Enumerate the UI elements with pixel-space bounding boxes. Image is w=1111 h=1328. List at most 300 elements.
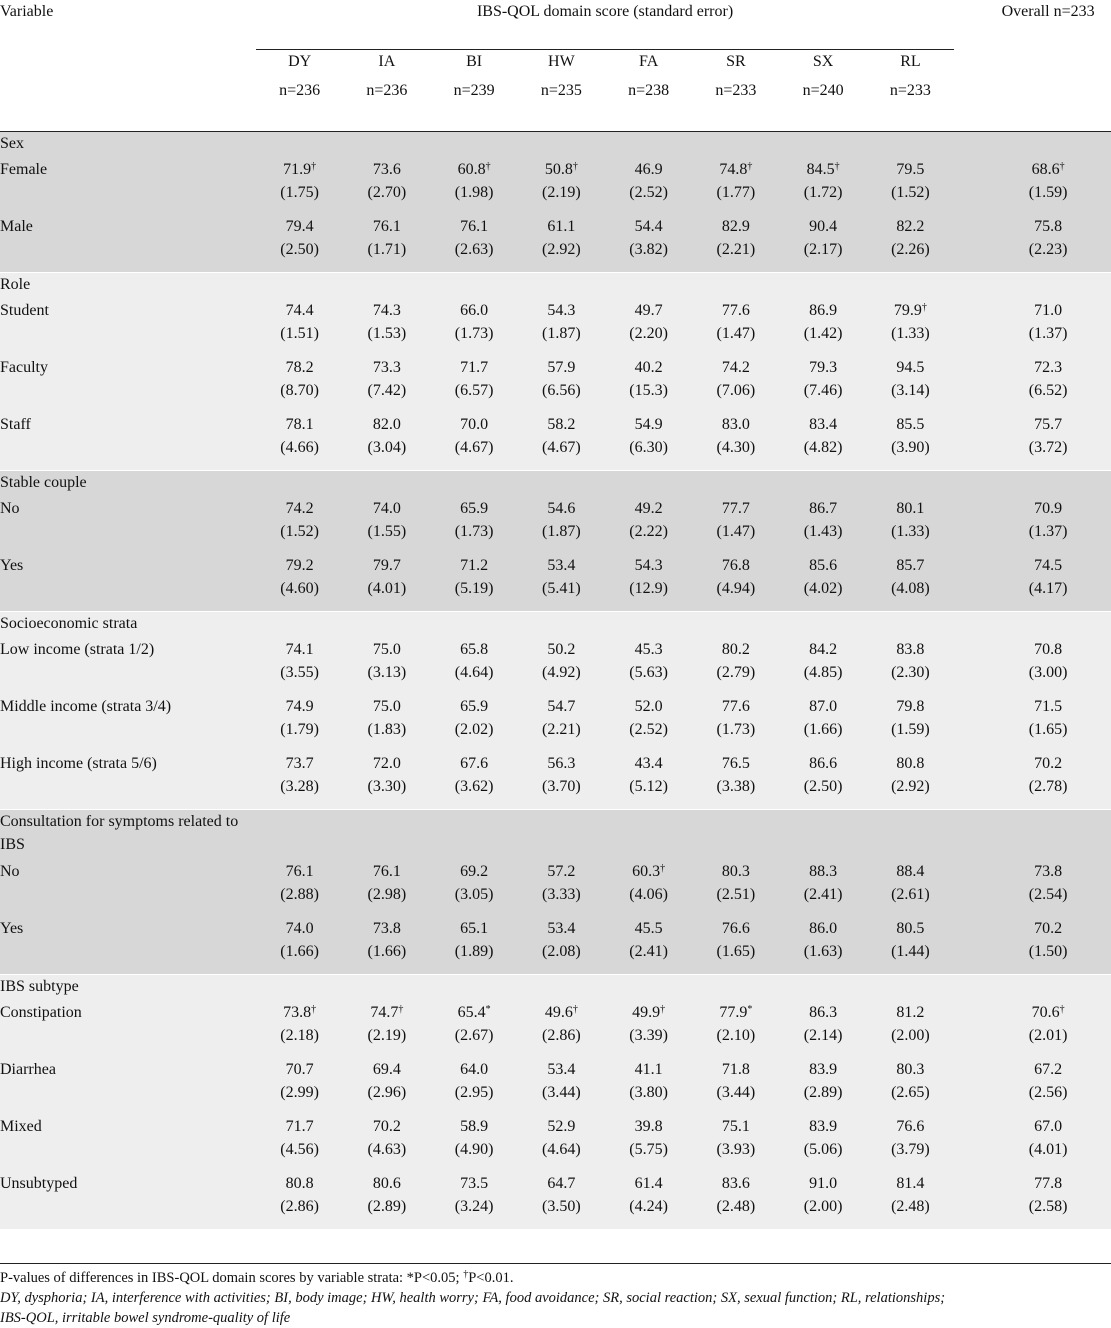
standard-error: (3.39): [629, 1027, 668, 1044]
score-value: 76.1: [460, 218, 489, 235]
standard-error: (7.06): [716, 382, 756, 399]
score-value: 83.0: [721, 416, 750, 433]
score-value: 88.4: [896, 863, 925, 880]
score-value: 91.0: [809, 1175, 838, 1192]
row-gap: [954, 554, 985, 612]
score-value: 74.7†: [370, 1004, 404, 1021]
score-value: 79.2: [285, 557, 314, 574]
standard-error: (2.67): [454, 1027, 494, 1044]
score-cell: [780, 1172, 867, 1230]
column-n: n=233: [715, 82, 757, 99]
standard-error: (2.19): [367, 1027, 407, 1044]
column-n: n=235: [540, 82, 582, 99]
row-gap: [954, 413, 985, 471]
standard-error: (4.17): [1028, 580, 1068, 597]
standard-error: (4.63): [367, 1141, 407, 1158]
standard-error: (1.73): [454, 325, 494, 342]
score-value: 78.1: [285, 416, 314, 433]
standard-error: (6.52): [1028, 382, 1068, 399]
overall-cell: [985, 638, 1111, 695]
domain-score-header: IBS-QOL domain score (standard error): [256, 0, 954, 50]
score-cell: [431, 695, 518, 752]
score-value: 60.3†: [632, 863, 666, 880]
score-value: 77.7: [721, 500, 750, 517]
score-cell: [518, 158, 605, 215]
standard-error: (2.86): [542, 1027, 581, 1044]
score-value: 73.5: [460, 1175, 489, 1192]
score-value: 74.4: [285, 302, 314, 319]
score-cell: [692, 356, 779, 413]
score-cell: [343, 497, 430, 554]
standard-error: (5.75): [629, 1141, 668, 1158]
standard-error: (2.61): [891, 886, 930, 903]
score-value: 58.2: [547, 416, 576, 433]
standard-error: (2.19): [542, 184, 581, 201]
significance-marker: †: [1059, 1004, 1065, 1015]
row-gap: [954, 1001, 985, 1058]
standard-error: (1.66): [280, 943, 319, 960]
score-value: 77.8: [1034, 1175, 1063, 1192]
standard-error: (2.99): [280, 1084, 319, 1101]
significance-marker: †: [660, 1004, 666, 1015]
score-value: 75.0: [372, 641, 401, 658]
column-code: HW: [548, 53, 575, 70]
standard-error: (3.72): [1028, 439, 1068, 456]
score-cell: [343, 299, 430, 356]
group-label: Stable couple: [0, 471, 1111, 498]
standard-error: (3.55): [280, 664, 319, 681]
standard-error: (8.70): [280, 382, 319, 399]
score-value: 85.6: [809, 557, 838, 574]
score-value: 81.4: [896, 1175, 925, 1192]
score-cell: [867, 638, 954, 695]
standard-error: (4.01): [367, 580, 407, 597]
overall-cell: [985, 299, 1111, 356]
row-gap: [954, 356, 985, 413]
standard-error: (1.87): [542, 523, 581, 540]
score-value: 79.3: [809, 359, 838, 376]
group-row: [0, 273, 1111, 300]
standard-error: (2.78): [1028, 778, 1068, 795]
column-header-ia: [343, 50, 430, 132]
standard-error: (1.33): [891, 325, 930, 342]
overall-cell: [985, 1172, 1111, 1230]
score-value: 94.5: [896, 359, 925, 376]
group-row: [0, 132, 1111, 159]
standard-error: (4.64): [542, 1141, 581, 1158]
score-cell: [867, 1172, 954, 1230]
score-cell: [867, 917, 954, 975]
score-cell: [605, 1001, 692, 1058]
row-gap: [954, 299, 985, 356]
row-gap: [954, 1115, 985, 1172]
row-label: Yes: [0, 917, 256, 975]
column-n: n=236: [279, 82, 321, 99]
standard-error: (4.67): [454, 439, 494, 456]
score-cell: [605, 413, 692, 471]
score-cell: [780, 413, 867, 471]
standard-error: (1.65): [1028, 721, 1068, 738]
score-cell: [780, 752, 867, 810]
row-label: Low income (strata 1/2): [0, 638, 256, 695]
score-value: 60.8†: [457, 161, 491, 178]
score-value: 39.8: [634, 1118, 663, 1135]
column-n: n=236: [366, 82, 408, 99]
column-n: n=233: [889, 82, 931, 99]
score-value: 71.7: [285, 1118, 314, 1135]
standard-error: (1.43): [803, 523, 843, 540]
column-header-sr: [692, 50, 779, 132]
score-cell: [867, 695, 954, 752]
column-header-sx: [780, 50, 867, 132]
standard-error: (2.65): [891, 1084, 930, 1101]
score-value: 80.1: [896, 500, 925, 517]
standard-error: (2.96): [367, 1084, 407, 1101]
score-cell: [256, 860, 343, 917]
score-value: 79.7: [372, 557, 401, 574]
standard-error: (6.57): [454, 382, 494, 399]
score-value: 81.2: [896, 1004, 925, 1021]
standard-error: (2.21): [716, 241, 756, 258]
significance-marker: †: [311, 161, 317, 172]
significance-marker: †: [747, 161, 753, 172]
score-value: 72.3: [1034, 359, 1063, 376]
score-cell: [692, 638, 779, 695]
standard-error: (12.9): [629, 580, 668, 597]
standard-error: (3.82): [629, 241, 668, 258]
standard-error: (2.92): [542, 241, 581, 258]
score-value: 68.6†: [1031, 161, 1065, 178]
standard-error: (3.00): [1028, 664, 1068, 681]
standard-error: (1.44): [891, 943, 930, 960]
standard-error: (3.90): [891, 439, 930, 456]
score-value: 80.5: [896, 920, 925, 937]
standard-error: (1.52): [280, 523, 319, 540]
row-gap: [954, 752, 985, 810]
score-cell: [256, 1172, 343, 1230]
column-header-row: [0, 50, 1111, 132]
standard-error: (2.89): [803, 1084, 843, 1101]
score-value: 83.9: [809, 1061, 838, 1078]
score-value: 80.3: [896, 1061, 925, 1078]
table-footnotes: [0, 1263, 1111, 1328]
score-cell: [343, 860, 430, 917]
standard-error: (3.62): [454, 778, 494, 795]
score-cell: [605, 1058, 692, 1115]
score-cell: [692, 1058, 779, 1115]
score-cell: [605, 917, 692, 975]
standard-error: (4.64): [454, 664, 494, 681]
score-value: 75.1: [721, 1118, 750, 1135]
table-row: [0, 413, 1111, 471]
standard-error: (2.30): [891, 664, 930, 681]
score-value: 86.0: [809, 920, 838, 937]
score-value: 49.6†: [544, 1004, 578, 1021]
score-cell: [867, 299, 954, 356]
standard-error: (1.77): [716, 184, 756, 201]
standard-error: (2.08): [542, 943, 581, 960]
score-value: 54.3: [547, 302, 576, 319]
score-value: 88.3: [809, 863, 838, 880]
standard-error: (3.44): [716, 1084, 756, 1101]
score-value: 69.2: [460, 863, 489, 880]
score-cell: [867, 215, 954, 273]
abbreviation-footnote-2: IBS-QOL, irritable bowel syndrome-quality of life: [0, 1310, 291, 1326]
score-value: 74.9: [285, 698, 314, 715]
score-value: 74.1: [285, 641, 314, 658]
score-cell: [867, 158, 954, 215]
score-cell: [518, 1001, 605, 1058]
score-value: 66.0: [460, 302, 489, 319]
standard-error: (2.41): [629, 943, 668, 960]
score-cell: [867, 413, 954, 471]
score-value: 85.7: [896, 557, 925, 574]
standard-error: (2.21): [542, 721, 581, 738]
score-cell: [867, 1001, 954, 1058]
row-gap: [954, 860, 985, 917]
score-value: 75.7: [1034, 416, 1063, 433]
score-cell: [692, 860, 779, 917]
score-value: 75.8: [1034, 218, 1063, 235]
significance-marker: †: [1059, 161, 1065, 172]
score-cell: [256, 497, 343, 554]
score-value: 86.6: [809, 755, 838, 772]
standard-error: (2.17): [803, 241, 843, 258]
standard-error: (2.48): [891, 1198, 930, 1215]
score-cell: [867, 1115, 954, 1172]
score-value: 65.4*: [457, 1004, 491, 1021]
score-cell: [518, 1172, 605, 1230]
row-gap: [954, 1058, 985, 1115]
standard-error: (1.83): [367, 721, 407, 738]
standard-error: (1.63): [803, 943, 843, 960]
standard-error: (2.89): [367, 1198, 407, 1215]
score-value: 79.5: [896, 161, 925, 178]
row-label: High income (strata 5/6): [0, 752, 256, 810]
score-value: 73.8: [1034, 863, 1063, 880]
score-cell: [518, 299, 605, 356]
score-cell: [343, 1058, 430, 1115]
significance-marker: †: [834, 161, 840, 172]
score-cell: [518, 413, 605, 471]
score-value: 73.8: [372, 920, 401, 937]
score-cell: [692, 554, 779, 612]
column-header-dy: [256, 50, 343, 132]
score-cell: [780, 917, 867, 975]
standard-error: (6.30): [629, 439, 668, 456]
standard-error: (5.41): [542, 580, 581, 597]
standard-error: (3.30): [367, 778, 407, 795]
row-gap: [954, 158, 985, 215]
row-gap: [954, 638, 985, 695]
column-header-hw: [518, 50, 605, 132]
table-row: [0, 158, 1111, 215]
score-cell: [256, 638, 343, 695]
score-value: 71.9†: [283, 161, 317, 178]
table-row: [0, 554, 1111, 612]
overall-cell: [985, 215, 1111, 273]
row-label: No: [0, 860, 256, 917]
score-value: 80.8: [285, 1175, 314, 1192]
score-value: 86.3: [809, 1004, 838, 1021]
standard-error: (3.14): [891, 382, 930, 399]
score-value: 71.0: [1034, 302, 1063, 319]
score-cell: [518, 860, 605, 917]
score-cell: [605, 158, 692, 215]
score-cell: [692, 158, 779, 215]
column-code: BI: [466, 53, 483, 70]
row-gap: [954, 695, 985, 752]
standard-error: (1.52): [891, 184, 930, 201]
row-label: Unsubtyped: [0, 1172, 256, 1230]
significance-marker: *: [485, 1004, 491, 1015]
score-value: 52.0: [634, 698, 663, 715]
standard-error: (1.53): [367, 325, 407, 342]
score-cell: [343, 752, 430, 810]
score-cell: [343, 1001, 430, 1058]
score-cell: [431, 1172, 518, 1230]
pvalue-footnote: P-values of differences in IBS-QOL domain scores by variable strata: *P<0.05; †P<0.01.: [0, 1269, 514, 1286]
score-value: 73.8†: [283, 1004, 317, 1021]
table-row: [0, 1001, 1111, 1058]
standard-error: (4.85): [803, 664, 843, 681]
standard-error: (4.56): [280, 1141, 319, 1158]
standard-error: (1.59): [1028, 184, 1068, 201]
score-cell: [256, 554, 343, 612]
significance-marker: †: [660, 863, 666, 874]
standard-error: (4.02): [803, 580, 843, 597]
overall-cell: [985, 356, 1111, 413]
standard-error: (2.70): [367, 184, 407, 201]
score-value: 74.2: [721, 359, 750, 376]
score-cell: [256, 356, 343, 413]
score-value: 77.6: [721, 302, 750, 319]
column-header-gap: [954, 50, 985, 132]
column-n: n=239: [453, 82, 495, 99]
score-cell: [780, 554, 867, 612]
significance-marker: *: [747, 1004, 753, 1015]
score-cell: [780, 1001, 867, 1058]
standard-error: (1.65): [716, 943, 756, 960]
score-cell: [780, 860, 867, 917]
row-label: No: [0, 497, 256, 554]
overall-cell: [985, 752, 1111, 810]
score-cell: [431, 554, 518, 612]
column-code: RL: [900, 53, 921, 70]
group-label: Role: [0, 273, 1111, 300]
standard-error: (2.01): [1028, 1027, 1068, 1044]
score-value: 74.8†: [719, 161, 753, 178]
score-value: 79.8: [896, 698, 925, 715]
score-value: 83.4: [809, 416, 838, 433]
score-cell: [431, 917, 518, 975]
score-cell: [256, 1058, 343, 1115]
standard-error: (2.92): [891, 778, 930, 795]
standard-error: (1.73): [454, 523, 494, 540]
score-cell: [343, 917, 430, 975]
score-value: 46.9: [634, 161, 663, 178]
score-cell: [692, 497, 779, 554]
score-cell: [780, 1115, 867, 1172]
score-cell: [431, 413, 518, 471]
score-cell: [605, 1115, 692, 1172]
score-cell: [605, 497, 692, 554]
score-value: 53.4: [547, 920, 576, 937]
standard-error: (1.47): [716, 325, 756, 342]
standard-error: (1.37): [1028, 523, 1068, 540]
overall-cell: [985, 497, 1111, 554]
standard-error: (1.73): [716, 721, 756, 738]
score-value: 76.8: [721, 557, 750, 574]
table-row: [0, 356, 1111, 413]
row-gap: [954, 917, 985, 975]
overall-cell: [985, 1001, 1111, 1058]
score-value: 40.2: [634, 359, 663, 376]
score-value: 71.7: [460, 359, 489, 376]
score-value: 54.3: [634, 557, 663, 574]
significance-marker: †: [572, 161, 578, 172]
standard-error: (1.66): [803, 721, 843, 738]
column-header-blank: [0, 50, 256, 132]
score-cell: [431, 752, 518, 810]
header-row: [0, 0, 1111, 50]
score-value: 76.1: [372, 218, 401, 235]
score-cell: [431, 215, 518, 273]
standard-error: (3.24): [454, 1198, 494, 1215]
overall-cell: [985, 413, 1111, 471]
score-value: 77.6: [721, 698, 750, 715]
standard-error: (2.48): [716, 1198, 756, 1215]
score-value: 70.2: [1034, 755, 1063, 772]
score-value: 54.4: [634, 218, 663, 235]
score-value: 80.2: [721, 641, 750, 658]
score-cell: [518, 917, 605, 975]
score-value: 79.9†: [893, 302, 927, 319]
score-value: 50.2: [547, 641, 576, 658]
standard-error: (1.51): [280, 325, 319, 342]
score-cell: [692, 299, 779, 356]
score-value: 65.9: [460, 500, 489, 517]
score-cell: [692, 752, 779, 810]
score-value: 74.5: [1034, 557, 1063, 574]
score-cell: [256, 917, 343, 975]
score-cell: [780, 215, 867, 273]
score-value: 90.4: [809, 218, 838, 235]
column-code: DY: [288, 53, 312, 70]
standard-error: (1.55): [367, 523, 407, 540]
score-value: 70.8: [1034, 641, 1063, 658]
score-value: 82.9: [721, 218, 750, 235]
standard-error: (3.80): [629, 1084, 668, 1101]
standard-error: (3.79): [891, 1141, 930, 1158]
score-value: 61.4: [634, 1175, 663, 1192]
table-row: [0, 299, 1111, 356]
score-value: 53.4: [547, 557, 576, 574]
score-cell: [431, 497, 518, 554]
score-cell: [343, 215, 430, 273]
score-value: 49.2: [634, 500, 663, 517]
standard-error: (2.41): [803, 886, 843, 903]
column-code: FA: [638, 53, 659, 70]
score-cell: [256, 299, 343, 356]
group-label: IBS subtype: [0, 975, 1111, 1002]
score-value: 87.0: [809, 698, 838, 715]
significance-marker: †: [398, 1004, 404, 1015]
standard-error: (2.63): [454, 241, 494, 258]
standard-error: (2.50): [280, 241, 319, 258]
score-value: 74.0: [372, 500, 401, 517]
group-row: [0, 471, 1111, 498]
